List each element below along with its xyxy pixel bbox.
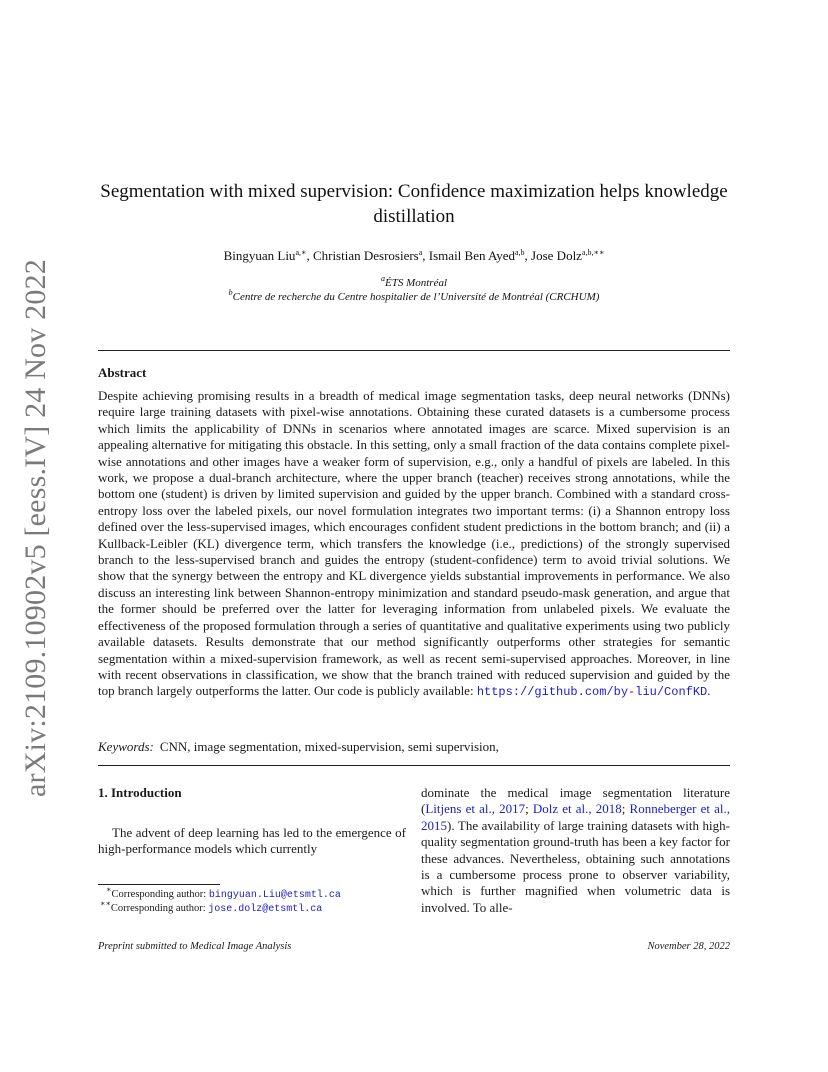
footnote-item: ∗Corresponding author: bingyuan.Liu@etsmtl.ca bbox=[106, 885, 341, 901]
footer-date: November 28, 2022 bbox=[647, 941, 730, 952]
intro-left-column: The advent of deep learning has led to the emergence of high-performance models which currently bbox=[98, 825, 406, 857]
author-name: Ismail Ben Ayed bbox=[428, 248, 515, 263]
intro-right-column: dominate the medical image segmentation literature (Litjens et al., 2017; Dolz et al., 2018; Ronneberger et al., 2015). The availability of large training datasets with high-quality segmentation ground-truth has been a key factor for these advances. Nevertheless, obtaining such annotations is a cumbersome process prone to observer variability, which is further magnified when volumetric data is involved. To alle- bbox=[421, 785, 731, 915]
footnote-item: ∗∗Corresponding author: jose.dolz@etsmtl.ca bbox=[100, 899, 323, 915]
paper-title: Segmentation with mixed supervision: Confidence maximization helps knowledge distillation bbox=[100, 181, 728, 227]
author-affil-mark: a,∗ bbox=[295, 248, 307, 257]
affiliation-a: $^a$ÉTS Montréal bbox=[380, 274, 448, 289]
affiliation-b: $^b$Centre de recherche du Centre hospitalier de l’Université de Montréal (CRCHUM) bbox=[228, 288, 600, 303]
email-link[interactable]: bingyuan.Liu@etsmtl.ca bbox=[208, 890, 341, 901]
arxiv-sidebar-stamp bbox=[16, 259, 56, 797]
citation-link[interactable]: Ronneberger et al., 2015 bbox=[421, 801, 730, 833]
author-affil-mark: a,b,∗∗ bbox=[581, 248, 605, 257]
author-affil-mark: a bbox=[418, 248, 423, 257]
arxiv-id: arXiv:2109.10902v5 [eess.IV] 24 Nov 2022 bbox=[19, 259, 53, 797]
footer-journal: Preprint submitted to Medical Image Analysis bbox=[98, 941, 292, 952]
footnotes bbox=[98, 885, 406, 916]
author-affil-mark: a,b bbox=[514, 248, 525, 257]
abstract-heading: Abstract bbox=[98, 365, 147, 380]
author-name: Bingyuan Liu bbox=[223, 248, 296, 263]
author-list: Bingyuan Liu$^{a,∗}$, Christian Desrosiers$^a$, Ismail Ben Ayed$^{a,b}$, Jose Dolz$^{a,b,∗∗}$ bbox=[223, 248, 605, 263]
author-name: Jose Dolz bbox=[531, 248, 582, 263]
author-name: Christian Desrosiers bbox=[312, 248, 419, 263]
code-link[interactable]: https://github.com/by-liu/ConfKD bbox=[476, 685, 708, 700]
keywords bbox=[98, 739, 730, 755]
section-heading-introduction: 1. Introduction bbox=[98, 785, 182, 800]
top-rule bbox=[98, 350, 730, 351]
bottom-rule bbox=[98, 765, 730, 766]
keywords-label: Keywords: bbox=[98, 739, 154, 754]
citation-link[interactable]: Litjens et al., 2017 bbox=[425, 801, 526, 817]
footnote-rule bbox=[98, 884, 220, 885]
keywords-text: CNN, image segmentation, mixed-supervision, semi supervision, bbox=[159, 739, 499, 754]
abstract-body: Despite achieving promising results in a breadth of medical image segmentation tasks, deep neural networks (DNNs) require large training datasets with pixel-wise annotations. Obtaining these curated datasets is a cumbersome process which limits the applicability of DNNs in scenarios where annotated images are scarce. Mixed supervision is an appealing alternative for mitigating this obstacle. In this setting, only a small fraction of the data contains complete pixel-wise annotations and other images have a weaker form of supervision, e.g., only a handful of pixels are labeled. In this work, we propose a dual-branch architecture, where the upper branch (teacher) receives strong annotations, while the bottom one (student) is driven by limited supervision and guided by the upper branch. Combined with a standard cross-entropy loss over the labeled pixels, our novel formulation integrates two important terms: (i) a Shannon entropy loss defined over the less-supervised images, which encourages confident student predictions in the bottom branch; and (ii) a Kullback-Leibler (KL) divergence term, which transfers the knowledge (i.e., predictions) of the strongly supervised branch to the less-supervised branch and guides the entropy (student-confidence) term to avoid trivial solutions. We show that the synergy between the entropy and KL divergence yields substantial improvements in performance. We also discuss an interesting link between Shannon-entropy minimization and standard pseudo-mask generation, and argue that the former should be preferred over the latter for leveraging information from unlabeled pixels. We evaluate the effectiveness of the proposed formulation through a series of quantitative and qualitative experiments using two publicly available datasets. Results demonstrate that our method significantly outperforms other strategies for semantic segmentation within a mixed-supervision framework, as well as recent semi-supervised approaches. Moreover, in line with recent observations in classification, we show that the branch trained with reduced supervision and guided by the top branch largely outperforms the latter. Our code is publicly available: https://github.com/by-liu/ConfKD. bbox=[98, 388, 730, 700]
citation-link[interactable]: Dolz et al., 2018 bbox=[532, 801, 622, 817]
email-link[interactable]: jose.dolz@etsmtl.ca bbox=[208, 904, 323, 915]
